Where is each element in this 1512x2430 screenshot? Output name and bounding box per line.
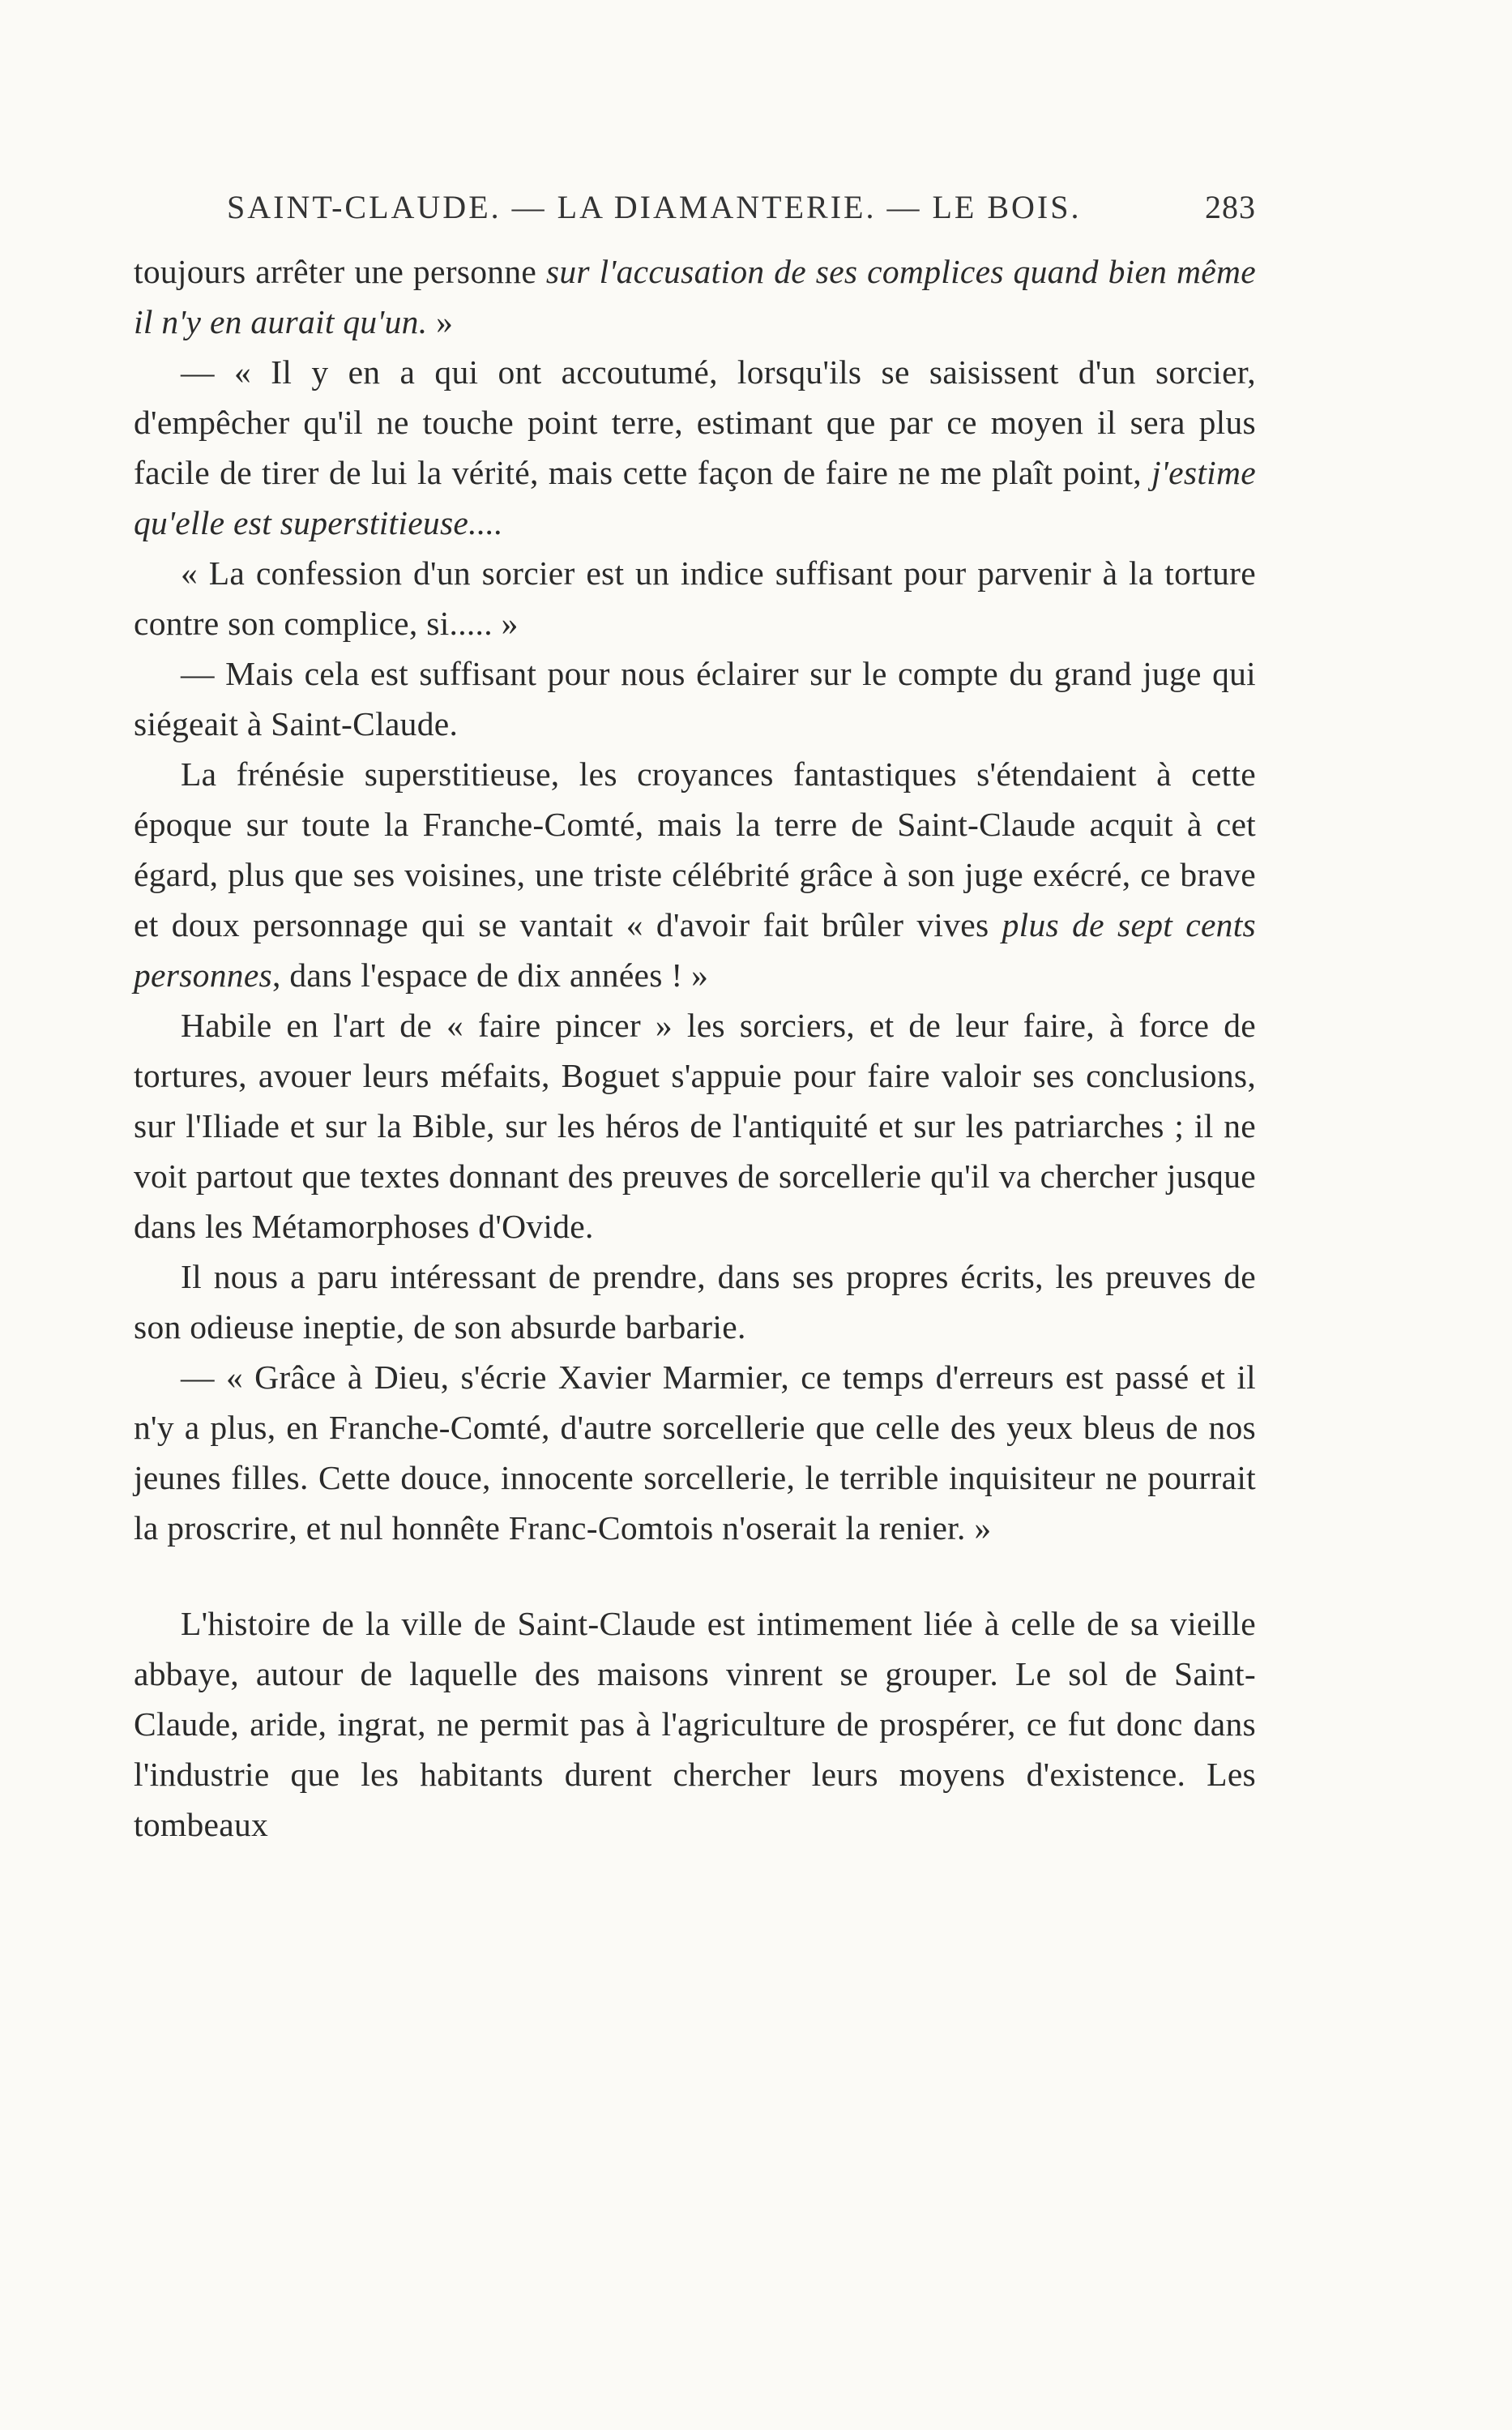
paragraph-1-roman: toujours arrêter une personne <box>134 253 546 290</box>
body-text <box>134 246 1256 1850</box>
paragraph-5 <box>134 749 1256 1000</box>
paragraph-2-roman: — « Il y en a qui ont accoutumé, lorsqu'ils se saisissent d'un sorcier, d'empêcher qu'il ne touche point terre, estimant que par ce moyen il sera plus facile de tirer de lui la vérité, mais cette façon de faire ne me plaît point, <box>134 353 1256 491</box>
paragraph-5-roman: La frénésie superstitieuse, les croyances fantastiques s'étendaient à cette époque sur toute la Franche-Comté, mais la terre de Saint-Claude acquit à cet égard, plus que ses voisines, une triste célébrité grâce à son juge exécré, ce brave et doux personnage qui se vantait « d'avoir fait brûler vives <box>134 755 1256 943</box>
paragraph-1-closing: » <box>427 303 454 340</box>
book-page <box>134 188 1256 1850</box>
paragraph-5-closing: , dans l'espace de dix années ! » <box>272 956 709 994</box>
paragraph-1 <box>134 246 1256 347</box>
paragraph-6: Habile en l'art de « faire pincer » les sorciers, et de leur faire, à force de tortures, avouer leurs méfaits, Boguet s'appuie pour faire valoir ses conclusions, sur l'Iliade et sur la Bible, sur les héros de l'antiquité et sur les patriarches ; il ne voit partout que textes donnant des preuves de sorcellerie qu'il va chercher jusque dans les Métamorphoses d'Ovide. <box>134 1007 1256 1245</box>
paragraph-8: — « Grâce à Dieu, s'écrie Xavier Marmier, ce temps d'erreurs est passé et il n'y a plus, en Franche-Comté, d'autre sorcellerie que celle des yeux bleus de nos jeunes filles. Cette douce, innocente sorcellerie, le terrible inquisiteur ne pourrait la proscrire, et nul honnête Franc-Comtois n'oserait la renier. » <box>134 1358 1256 1547</box>
page-number: 283 <box>1205 189 1256 225</box>
paragraph-3: « La confession d'un sorcier est un indice suffisant pour parvenir à la torture contre son complice, si..... » <box>134 554 1256 642</box>
paragraph-5-italic: plus de sept cents personnes <box>134 906 1256 994</box>
paragraph-4: — Mais cela est suffisant pour nous éclairer sur le compte du grand juge qui siégeait à Saint-Claude. <box>134 655 1256 742</box>
paragraph-7: Il nous a paru intéressant de prendre, dans ses propres écrits, les preuves de son odieuse ineptie, de son absurde barbarie. <box>134 1258 1256 1345</box>
paragraph-2 <box>134 347 1256 548</box>
running-title: SAINT-CLAUDE. — LA DIAMANTERIE. — LE BOIS. <box>227 189 1082 225</box>
running-head <box>134 188 1256 237</box>
paragraph-9: L'histoire de la ville de Saint-Claude est intimement liée à celle de sa vieille abbaye, autour de laquelle des maisons vinrent se grouper. Le sol de Saint-Claude, aride, ingrat, ne permit pas à l'agriculture de prospérer, ce fut donc dans l'industrie que les habitants durent chercher leurs moyens d'existence. Les tombeaux <box>134 1605 1256 1843</box>
paragraph-2-italic: j'estime qu'elle est superstitieuse.... <box>134 454 1256 541</box>
paragraph-1-italic: sur l'accusation de ses complices quand bien même il n'y en aurait qu'un. <box>134 253 1256 340</box>
